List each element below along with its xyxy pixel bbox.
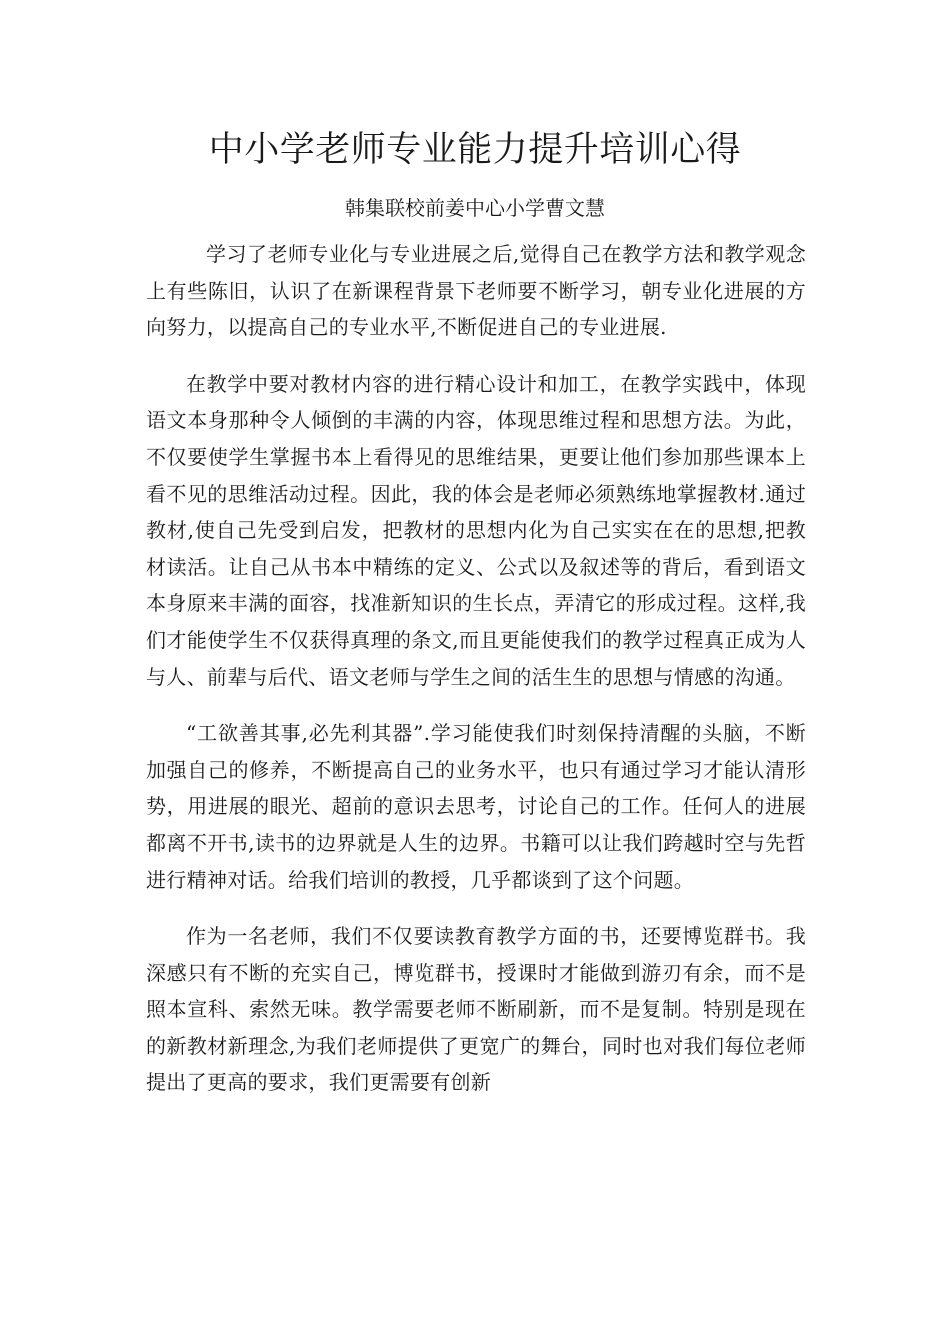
document-author: 韩集联校前姜中心小学曹文慧 [345,196,605,220]
paragraph-4: 作为一名老师，我们不仅要读教育教学方面的书，还要博览群书。我深感只有不断的充实自己，博览群书，授课时才能做到游刃有余，而不是照本宣科、索然无味。教学需要老师不断刷新，而不是复制。特别是现在的新教材新理念,为我们老师提供了更宽广的舞台，同时也对我们每位老师提出了更高的要求，我们更需要有创新 [146,924,806,1095]
paragraph-3: “工欲善其事,必先利其器”.学习能使我们时刻保持清醒的头脑，不断加强自己的修养，不断提高自己的业务水平，也只有通过学习才能认清形势，用进展的眼光、超前的意识去思考，讨论自己的工作。任何人的进展都离不开书,读书的边界就是人生的边界。书籍可以让我们跨越时空与先哲进行精神对话。给我们培训的教授，几乎都谈到了这个问题。 [146,721,806,892]
document-title: 中小学老师专业能力提升培训心得 [208,130,742,170]
paragraph-1: 学习了老师专业化与专业进展之后,觉得自己在教学方法和教学观念上有些陈旧，认识了在新课程背景下老师要不断学习，朝专业化进展的方向努力，以提高自己的专业水平,不断促进自己的专业进展. [146,242,806,340]
paragraph-2: 在教学中要对教材内容的进行精心设计和加工，在教学实践中，体现语文本身那种令人倾倒的丰满的内容，体现思维过程和思想方法。为此，不仅要使学生掌握书本上看得见的思维结果，更要让他们参加那些课本上看不见的思维活动过程。因此，我的体会是老师必须熟练地掌握教材.通过教材,使自己先受到启发，把教材的思想内化为自己实实在在的思想,把教材读活。让自己从书本中精练的定义、公式以及叙述等的背后，看到语文本身原来丰满的面容，找准新知识的生长点，弄清它的形成过程。这样,我们才能使学生不仅获得真理的条文,而且更能使我们的教学过程真正成为人与人、前辈与后代、语文老师与学生之间的活生生的思想与情感的沟通。 [146,371,806,689]
document-body [146,236,806,1121]
